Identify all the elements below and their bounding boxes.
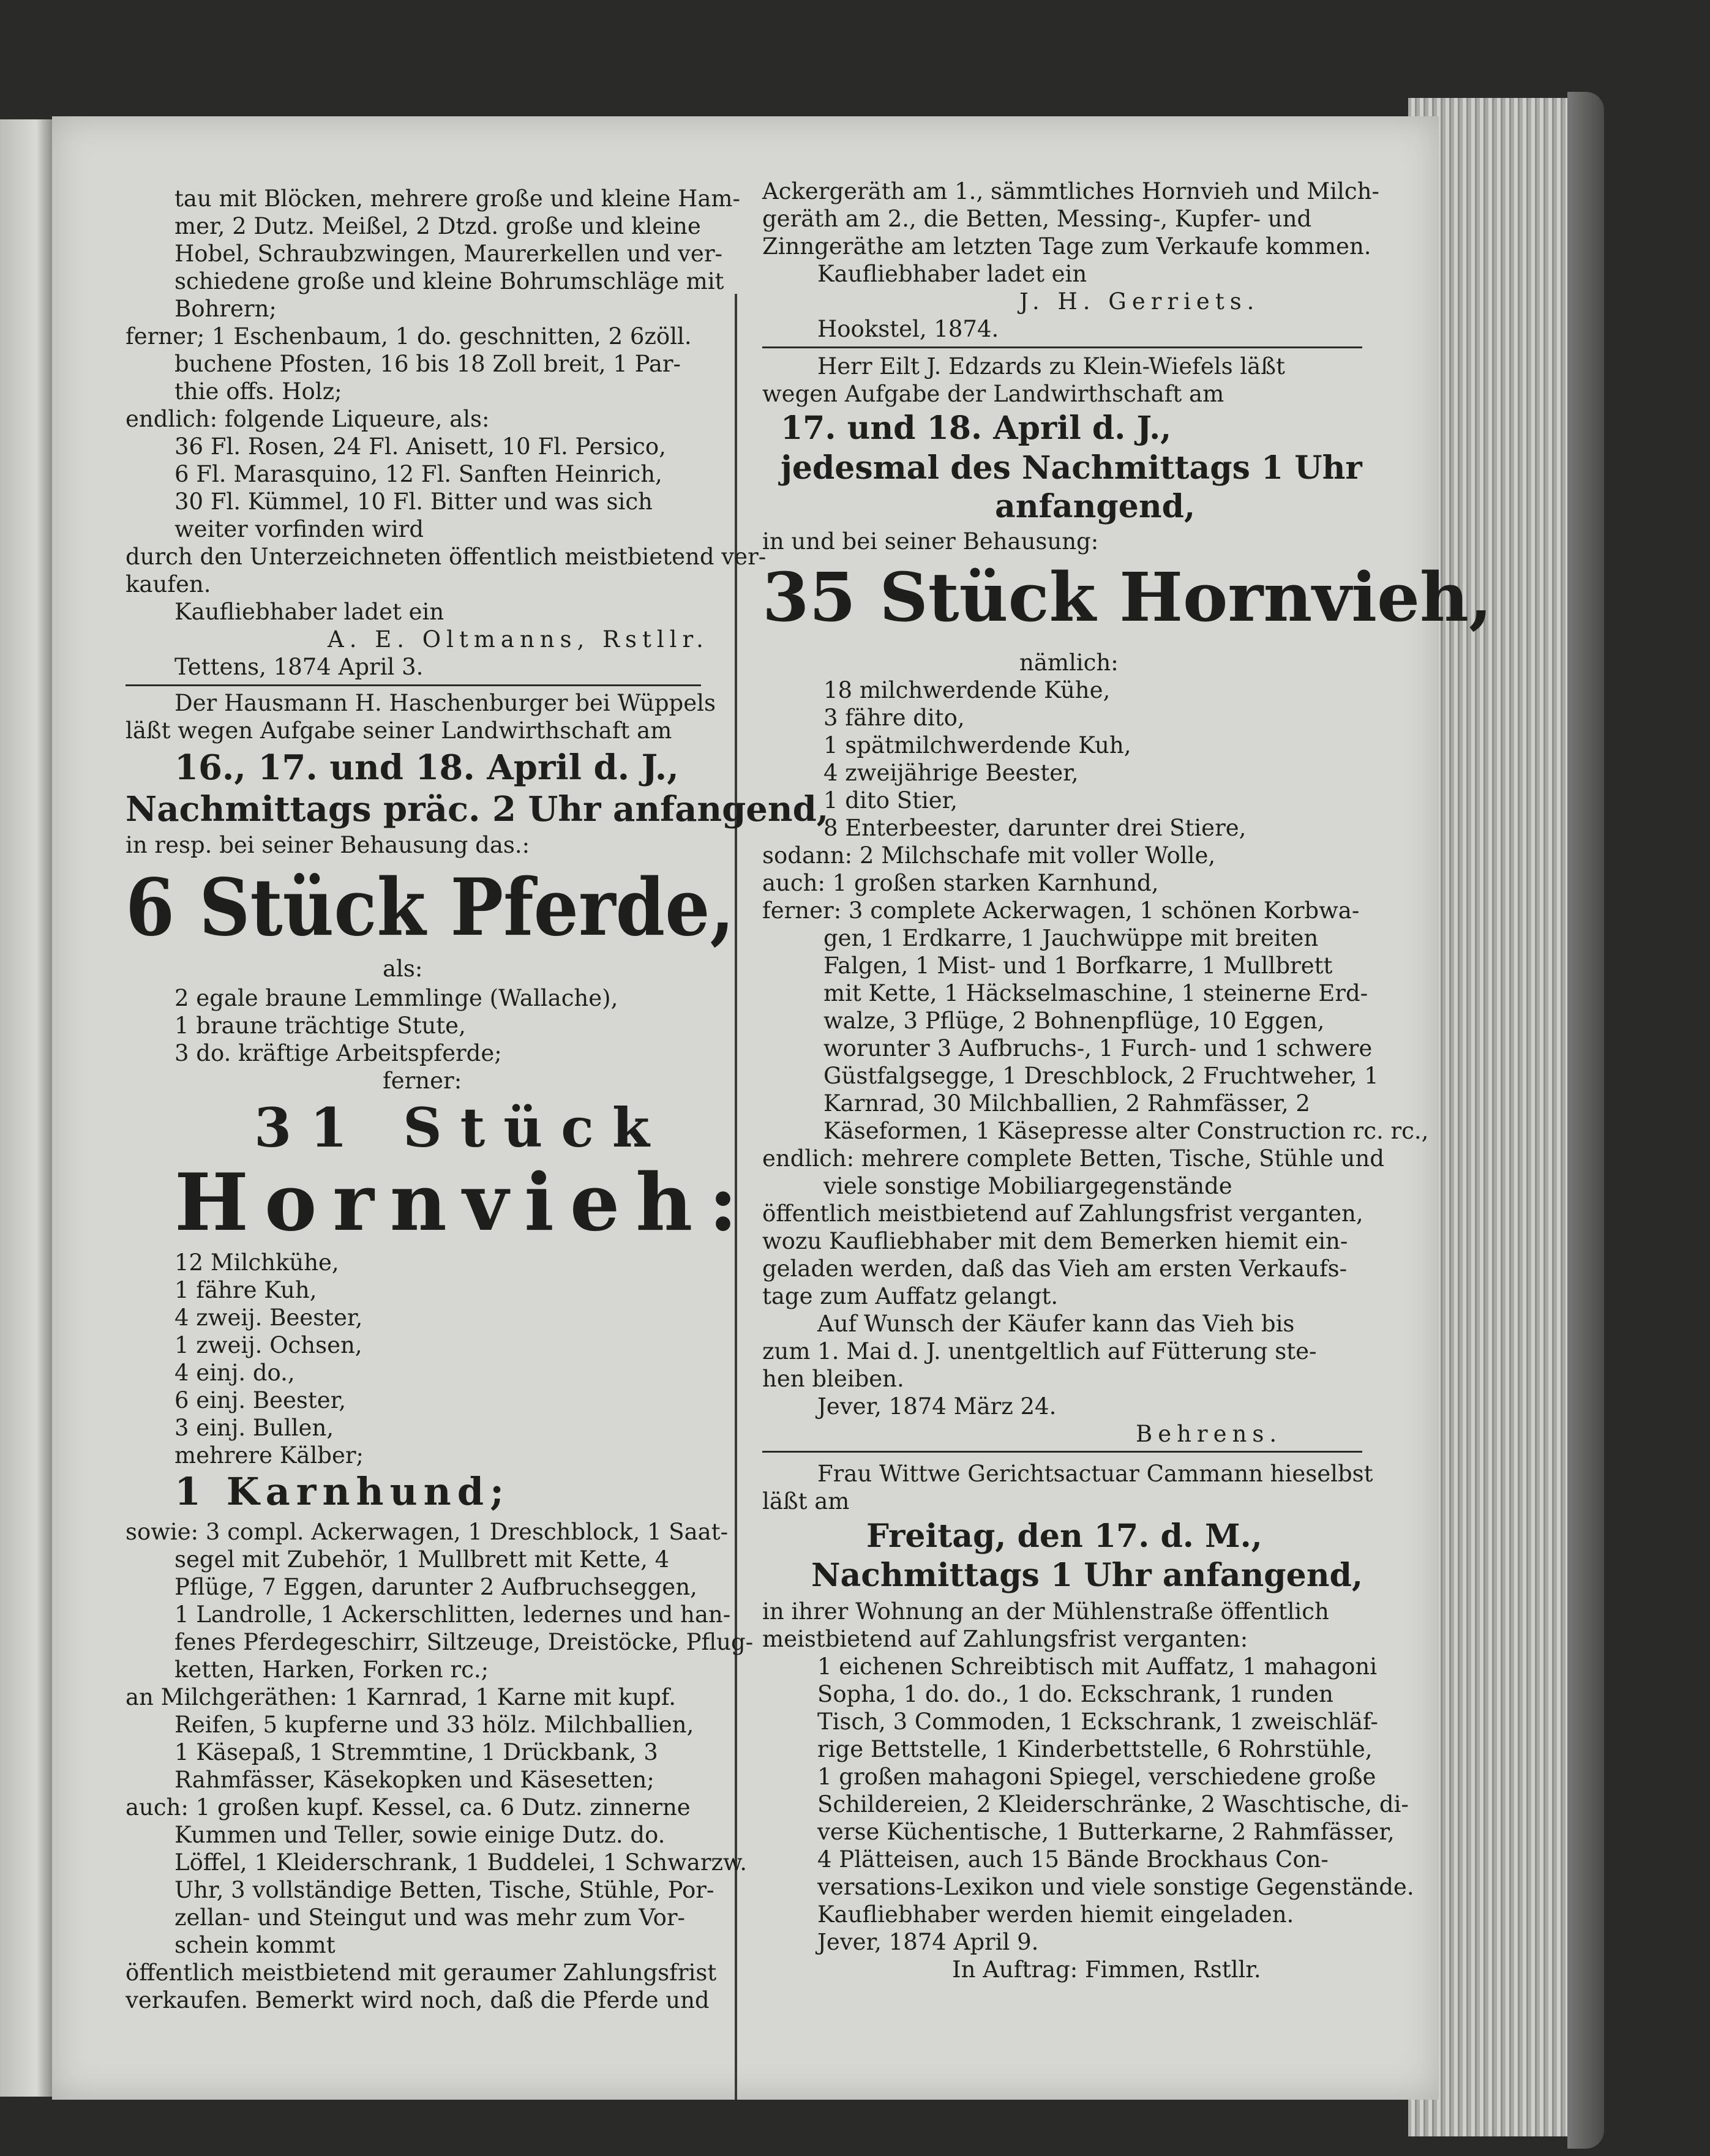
- text-line: tage zum Auffatz gelangt.: [762, 1283, 1059, 1309]
- ad-separator: [762, 1451, 1362, 1453]
- text-line: 4 Plätteisen, auch 15 Bände Brockhaus Con-: [817, 1846, 1329, 1873]
- list-item: 1 spätmilchwerdende Kuh,: [823, 732, 1131, 758]
- text-line: läßt am: [762, 1488, 850, 1514]
- text-line: auch: 1 großen starken Karnhund,: [762, 870, 1159, 896]
- auction-date-heading: Freitag, den 17. d. M.,: [866, 1518, 1262, 1555]
- headline-dog: 1 Karnhund;: [174, 1469, 510, 1514]
- text-line: auch: 1 großen kupf. Kessel, ca. 6 Dutz. zinnerne: [126, 1794, 691, 1821]
- signature: J. H. Gerriets.: [1019, 288, 1260, 315]
- text-line: schiedene große und kleine Bohrumschläge mit: [174, 268, 724, 294]
- text-line: Kaufliebhaber werden hiemit eingeladen.: [817, 1901, 1294, 1928]
- text-line: 1 großen mahagoni Spiegel, verschiedene große: [817, 1764, 1376, 1790]
- text-line: walze, 3 Pflüge, 2 Bohnenpflüge, 10 Eggen,: [823, 1008, 1325, 1034]
- ad-separator: [126, 684, 701, 686]
- text-line: an Milchgeräthen: 1 Karnrad, 1 Karne mit kupf.: [126, 1684, 677, 1710]
- text-line: 1 Käsepaß, 1 Stremmtine, 1 Drückbank, 3: [174, 1739, 658, 1765]
- text-line: gen, 1 Erdkarre, 1 Jauchwüppe mit breiten: [823, 925, 1319, 951]
- text-line: sodann: 2 Milchschafe mit voller Wolle,: [762, 842, 1216, 869]
- text-line: weiter vorfinden wird: [174, 516, 424, 542]
- signature: Behrens.: [1136, 1421, 1283, 1447]
- text-line: Kummen und Teller, sowie einige Dutz. do.: [174, 1822, 666, 1848]
- text-line: Güstfalgsegge, 1 Dreschblock, 2 Fruchtweher, 1: [823, 1063, 1379, 1089]
- dateline: Tettens, 1874 April 3.: [174, 654, 424, 680]
- list-item: 3 fähre dito,: [823, 705, 965, 731]
- text-line: Der Hausmann H. Haschenburger bei Wüppels: [174, 690, 716, 716]
- list-item: 18 milchwerdende Kühe,: [823, 677, 1111, 703]
- list-item: 4 zweij. Beester,: [174, 1304, 363, 1331]
- headline-cattle: 35 Stück Hornvieh,: [762, 558, 1493, 637]
- text-line: Hobel, Schraubzwingen, Maurerkellen und ver-: [174, 241, 723, 267]
- text-line: Reifen, 5 kupferne und 33 hölz. Milchballien,: [174, 1712, 694, 1738]
- headline-cattle-count: 31 Stück: [254, 1096, 668, 1159]
- headline-cattle: Hornvieh:: [174, 1157, 754, 1249]
- auction-time-heading-cont: anfangend,: [995, 488, 1196, 525]
- headline-horses: 6 Stück Pferde,: [126, 862, 735, 954]
- text-line: ferner; 1 Eschenbaum, 1 do. geschnitten, 2 6zöll.: [126, 323, 692, 350]
- text-line: mit Kette, 1 Häckselmaschine, 1 steinerne Erd-: [823, 980, 1368, 1006]
- text-line: meistbietend auf Zahlungsfrist verganten:: [762, 1626, 1248, 1652]
- list-item: 1 dito Stier,: [823, 787, 958, 814]
- signature: In Auftrag: Fimmen, Rstllr.: [952, 1956, 1261, 1983]
- text-line: 6 Fl. Marasquino, 12 Fl. Sanften Heinrich,: [174, 461, 662, 487]
- text-line: Auf Wunsch der Käufer kann das Vieh bis: [817, 1311, 1295, 1337]
- text-line: schein kommt: [174, 1932, 336, 1958]
- text-line: sowie: 3 compl. Ackerwagen, 1 Dreschblock, 1 Saat-: [126, 1519, 729, 1545]
- ad-separator: [762, 346, 1362, 348]
- text-line: Löffel, 1 Kleiderschrank, 1 Buddelei, 1 Schwarzw.: [174, 1849, 748, 1876]
- text-line: rige Bettstelle, 1 Kinderbettstelle, 6 Rohrstühle,: [817, 1736, 1373, 1762]
- text-line: durch den Unterzeichneten öffentlich meistbietend ver-: [126, 544, 767, 570]
- text-line: viele sonstige Mobiliargegenstände: [823, 1173, 1232, 1199]
- text-line: tau mit Blöcken, mehrere große und kleine Ham-: [174, 185, 741, 212]
- text-line: Schildereien, 2 Kleiderschränke, 2 Waschtische, di-: [817, 1791, 1409, 1817]
- text-line: Karnrad, 30 Milchballien, 2 Rahmfässer, 2: [823, 1090, 1310, 1117]
- list-item: 1 braune trächtige Stute,: [174, 1012, 466, 1039]
- text-line: mer, 2 Dutz. Meißel, 2 Dtzd. große und kleine: [174, 213, 701, 239]
- text-line: zum 1. Mai d. J. unentgeltlich auf Fütterung ste-: [762, 1338, 1317, 1364]
- auction-date-heading: 16., 17. und 18. April d. J.,: [174, 747, 679, 788]
- dateline: Hookstel, 1874.: [817, 316, 999, 342]
- auction-date-heading: 17. und 18. April d. J.,: [781, 410, 1172, 447]
- book-cover-edge: [1567, 92, 1604, 2149]
- text-line: 1 Landrolle, 1 Ackerschlitten, ledernes und han-: [174, 1601, 731, 1628]
- text-line: buchene Pfosten, 16 bis 18 Zoll breit, 1 Par-: [174, 351, 681, 377]
- text-line: als:: [383, 956, 423, 982]
- text-line: Zinngeräthe am letzten Tage zum Verkaufe kommen.: [762, 233, 1371, 260]
- auction-time-heading: jedesmal des Nachmittags 1 Uhr: [781, 449, 1362, 487]
- text-line: geräth am 2., die Betten, Messing-, Kupfer- und: [762, 206, 1312, 232]
- text-line: ferner:: [383, 1068, 462, 1094]
- auction-time-heading: Nachmittags 1 Uhr anfangend,: [811, 1557, 1363, 1594]
- list-item: 12 Milchkühe,: [174, 1249, 339, 1276]
- text-line: Kaufliebhaber ladet ein: [174, 599, 444, 625]
- list-item: 6 einj. Beester,: [174, 1387, 346, 1413]
- list-item: 2 egale braune Lemmlinge (Wallache),: [174, 985, 618, 1011]
- text-line: ferner: 3 complete Ackerwagen, 1 schönen Korbwa-: [762, 897, 1360, 924]
- text-line: Ackergeräth am 1., sämmtliches Hornvieh und Milch-: [762, 178, 1379, 204]
- text-line: endlich: folgende Liqueure, als:: [126, 406, 490, 432]
- text-line: 36 Fl. Rosen, 24 Fl. Anisett, 10 Fl. Persico,: [174, 433, 666, 460]
- text-line: nämlich:: [1019, 649, 1119, 676]
- text-line: endlich: mehrere complete Betten, Tische, Stühle und: [762, 1145, 1384, 1172]
- text-line: fenes Pferdegeschirr, Siltzeuge, Dreistöcke, Pflug-: [174, 1629, 754, 1655]
- text-line: 30 Fl. Kümmel, 10 Fl. Bitter und was sich: [174, 488, 653, 515]
- text-line: in und bei seiner Behausung:: [762, 528, 1099, 555]
- list-item: 3 do. kräftige Arbeitspferde;: [174, 1040, 502, 1066]
- text-line: Uhr, 3 vollständige Betten, Tische, Stühle, Por-: [174, 1877, 714, 1903]
- text-line: öffentlich meistbietend mit geraumer Zahlungsfrist: [126, 1959, 717, 1986]
- text-line: zellan- und Steingut und was mehr zum Vor-: [174, 1904, 686, 1931]
- list-item: 1 zweij. Ochsen,: [174, 1332, 362, 1358]
- signature: A. E. Oltmanns, Rstllr.: [328, 626, 709, 653]
- list-item: 1 fähre Kuh,: [174, 1277, 317, 1303]
- text-line: wegen Aufgabe der Landwirthschaft am: [762, 381, 1224, 407]
- list-item: 8 Enterbeester, darunter drei Stiere,: [823, 815, 1247, 841]
- newspaper-page: [52, 116, 1493, 2100]
- text-line: wozu Kaufliebhaber mit dem Bemerken hiemit ein-: [762, 1228, 1348, 1254]
- text-line: verkaufen. Bemerkt wird noch, daß die Pferde und: [126, 1987, 710, 2013]
- text-line: versations-Lexikon und viele sonstige Gegenstände.: [817, 1874, 1414, 1900]
- text-line: thie offs. Holz;: [174, 378, 342, 405]
- text-line: öffentlich meistbietend auf Zahlungsfrist verganten,: [762, 1200, 1363, 1227]
- text-line: Rahmfässer, Käsekopken und Käsesetten;: [174, 1767, 654, 1793]
- text-line: Pflüge, 7 Eggen, darunter 2 Aufbruchseggen,: [174, 1574, 697, 1600]
- auction-time-heading: Nachmittags präc. 2 Uhr anfangend,: [126, 789, 829, 829]
- text-line: verse Küchentische, 1 Butterkarne, 2 Rahmfässer,: [817, 1819, 1395, 1845]
- text-line: läßt wegen Aufgabe seiner Landwirthschaft am: [126, 717, 672, 744]
- text-line: geladen werden, daß das Vieh am ersten Verkaufs-: [762, 1256, 1348, 1282]
- text-line: Bohrern;: [174, 296, 277, 322]
- text-line: Kaufliebhaber ladet ein: [817, 261, 1087, 287]
- text-line: worunter 3 Aufbruchs-, 1 Furch- und 1 schwere: [823, 1035, 1373, 1061]
- previous-page-edge: [0, 119, 52, 2097]
- text-line: hen bleiben.: [762, 1366, 904, 1392]
- text-line: Käseformen, 1 Käsepresse alter Construction rc. rc.,: [823, 1118, 1429, 1144]
- text-line: Herr Eilt J. Edzards zu Klein-Wiefels läßt: [817, 353, 1285, 380]
- dateline: Jever, 1874 März 24.: [817, 1393, 1057, 1420]
- text-line: segel mit Zubehör, 1 Mullbrett mit Kette, 4: [174, 1546, 670, 1573]
- list-item: 4 einj. do.,: [174, 1360, 295, 1386]
- text-line: Sopha, 1 do. do., 1 do. Eckschrank, 1 runden: [817, 1681, 1333, 1707]
- list-item: mehrere Kälber;: [174, 1442, 364, 1469]
- list-item: 3 einj. Bullen,: [174, 1415, 334, 1441]
- text-line: in ihrer Wohnung an der Mühlenstraße öffentlich: [762, 1598, 1329, 1625]
- text-line: ketten, Harken, Forken rc.;: [174, 1656, 489, 1683]
- dateline: Jever, 1874 April 9.: [817, 1929, 1039, 1955]
- list-item: 4 zweijährige Beester,: [823, 760, 1079, 786]
- text-line: Falgen, 1 Mist- und 1 Borfkarre, 1 Mullbrett: [823, 953, 1333, 979]
- text-line: Frau Wittwe Gerichtsactuar Cammann hieselbst: [817, 1461, 1373, 1487]
- text-line: in resp. bei seiner Behausung das.:: [126, 832, 530, 858]
- text-line: kaufen.: [126, 571, 211, 597]
- text-line: Tisch, 3 Commoden, 1 Eckschrank, 1 zweischläf-: [817, 1709, 1378, 1735]
- text-line: 1 eichenen Schreibtisch mit Auffatz, 1 mahagoni: [817, 1653, 1378, 1680]
